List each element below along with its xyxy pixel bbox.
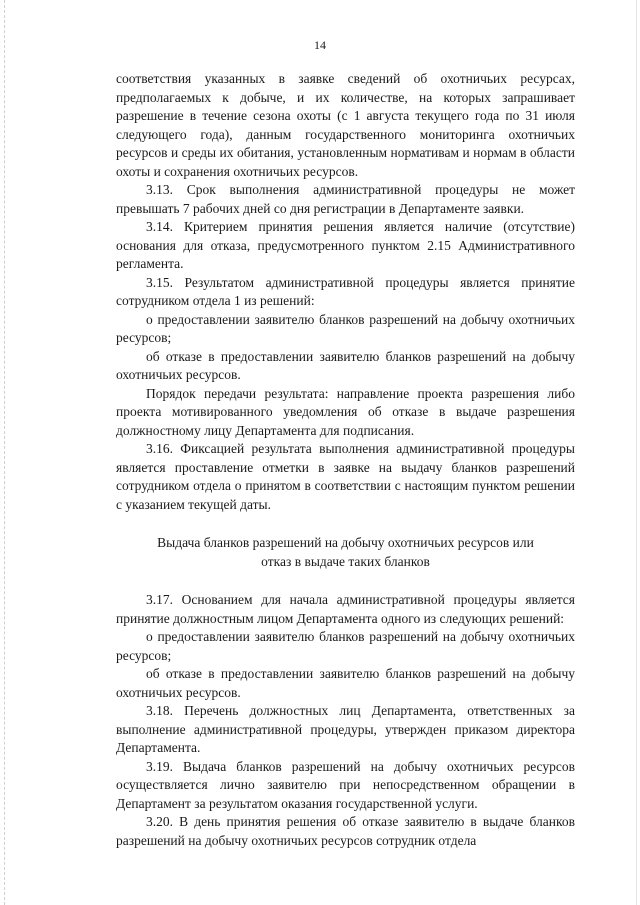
paragraph-3-15: 3.15. Результатом административной процедуры является принятие сотрудником отдела 1 из решений: bbox=[116, 274, 575, 308]
scan-edge-right bbox=[636, 0, 638, 905]
list-item-grant: о предоставлении заявителю бланков разрешений на добычу охотничьих ресурсов; bbox=[116, 311, 575, 345]
paragraph-3-16: 3.16. Фиксацией результата выполнения административной процедуры является проставление отметки в заявке на выдачу бланков разрешений сотрудником отдела о принятом в соответствии с настоящим пунктом решении с указанием текущей даты. bbox=[116, 441, 575, 512]
scan-edge-left bbox=[4, 0, 6, 905]
section-title bbox=[116, 534, 575, 571]
page-number: 14 bbox=[314, 38, 326, 52]
list-item-refuse-2: об отказе в предоставлении заявителю бланков разрешений на добычу охотничьих ресурсов. bbox=[116, 666, 575, 700]
paragraph-3-20: 3.20. В день принятия решения об отказе заявителю в выдаче бланков разрешений на добычу охотничьих ресурсов сотрудник отдела bbox=[116, 814, 575, 848]
section-title-line-2: отказ в выдаче таких бланков bbox=[261, 553, 430, 569]
paragraph-3-19: 3.19. Выдача бланков разрешений на добычу охотничьих ресурсов осуществляется лично заявителю при непосредственном обращении в Департамент за результатом оказания государственной услуги. bbox=[116, 758, 575, 811]
paragraph-3-18: 3.18. Перечень должностных лиц Департамента, ответственных за выполнение административной процедуры, утвержден приказом директора Департамента. bbox=[116, 703, 575, 755]
paragraph-3-13: 3.13. Срок выполнения административной процедуры не может превышать 7 рабочих дней со дня регистрации в Департаменте заявки. bbox=[116, 182, 575, 216]
document-body bbox=[116, 70, 575, 850]
paragraph-continuation: соответствия указанных в заявке сведений об охотничьих ресурсах, предполагаемых к добыче, и их количестве, на которых запрашивает разрешение в течение сезона охоты (с 1 августа текущего года по 31 июля следующего года), данным государственного мониторинга охотничьих ресурсов и среды их обитания, установленным нормативам и нормам в области охоты и сохранения охотничьих ресурсов. bbox=[116, 71, 575, 179]
list-item-grant-2: о предоставлении заявителю бланков разрешений на добычу охотничьих ресурсов; bbox=[116, 629, 575, 663]
section-title-line-1: Выдача бланков разрешений на добычу охотничьих ресурсов или bbox=[157, 535, 534, 550]
list-item-refuse: об отказе в предоставлении заявителю бланков разрешений на добычу охотничьих ресурсов. bbox=[116, 348, 575, 382]
paragraph-transfer-order: Порядок передачи результата: направление проекта разрешения либо проекта мотивированного уведомления об отказе в выдаче разрешения должностному лицу Департамента для подписания. bbox=[116, 385, 575, 438]
paragraph-3-17: 3.17. Основанием для начала административной процедуры является принятие должностным лицом Департамента одного из следующих решений: bbox=[116, 592, 575, 626]
paragraph-3-14: 3.14. Критерием принятия решения является наличие (отсутствие) основания для отказа, предусмотренного пунктом 2.15 Административного регламента. bbox=[116, 219, 575, 271]
